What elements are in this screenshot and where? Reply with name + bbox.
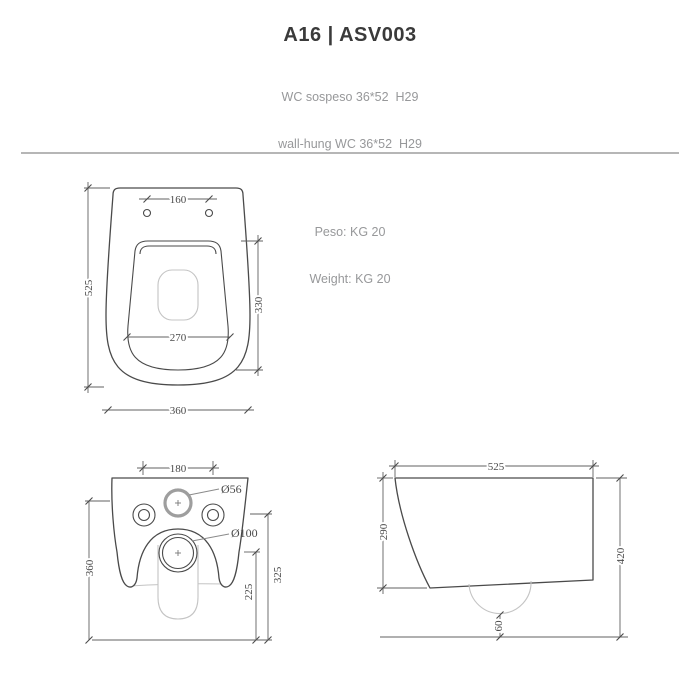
dim-label-front-edge-height: 290 xyxy=(378,523,390,541)
front-view xyxy=(84,461,284,644)
dim-label-inlet-diameter: Ø56 xyxy=(221,482,242,496)
top-view-water-outline xyxy=(158,270,198,320)
dim-label-side-depth: 525 xyxy=(487,461,505,473)
dim-label-outlet-height: 225 xyxy=(243,583,255,601)
front-view-trap-pipe xyxy=(158,545,198,619)
dim-label-plan-depth: 525 xyxy=(83,279,95,297)
description-english: wall-hung WC 36*52 H29 xyxy=(278,136,422,151)
top-view xyxy=(83,182,265,417)
side-view xyxy=(377,460,628,641)
weight-english: Weight: KG 20 xyxy=(309,271,391,286)
dim-label-seat-hole-spacing: 160 xyxy=(169,194,187,206)
dim-label-inlet-height: 325 xyxy=(272,566,284,584)
description-italian: WC sospeso 36*52 H29 xyxy=(281,90,419,104)
dim-label-bowl-width: 270 xyxy=(169,332,187,344)
dim-label-front-height: 360 xyxy=(84,559,96,577)
dim-label-outlet-clearance: 60 xyxy=(493,620,505,632)
dim-label-fixing-spacing: 180 xyxy=(169,463,187,475)
dim-label-outlet-diameter: Ø100 xyxy=(231,526,258,540)
side-view-body-outline xyxy=(395,478,593,588)
product-code: A16 | ASV003 xyxy=(283,24,417,46)
dim-label-bowl-length: 330 xyxy=(253,296,265,314)
weight-italian: Peso: KG 20 xyxy=(314,225,386,239)
dim-label-plan-width: 360 xyxy=(169,405,187,417)
dim-label-total-height: 420 xyxy=(615,547,627,565)
